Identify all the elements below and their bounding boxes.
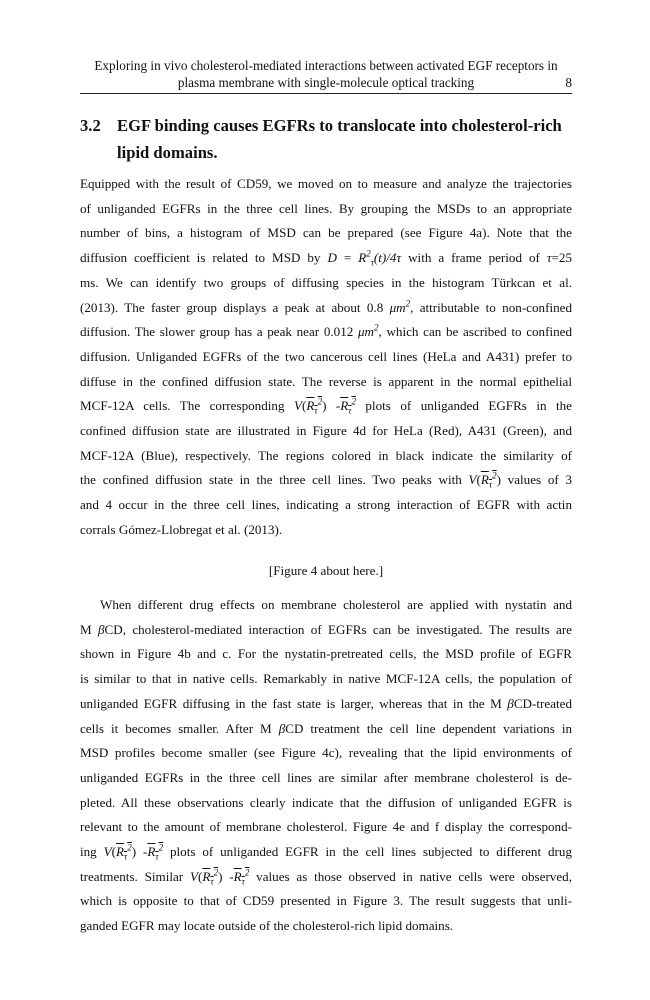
expr-c-lp: ( [111,844,116,860]
p1-line-10-a: MCF-12A cells. The corresponding [80,398,294,414]
p2-line-1: When different drug effects on membrane cholesterol are applied with nystatin and [100,597,572,612]
p1-line-7-b: , which can be ascribed to confined [378,324,573,340]
p2-line-7: MSD profiles become smaller (see Figure 4c), revealing that the lipid environments of [80,745,572,761]
v-r-expression-b [468,471,501,491]
header-rule [80,93,572,94]
section-title: EGF binding causes EGFRs to translocate into cholesterol-rich lipid domains. [117,116,562,162]
unit-um-b: μm [357,324,375,340]
expr-b-V: V [468,472,477,488]
expr-d-rp: ) [218,868,223,884]
expr-a-V: V [293,398,302,414]
p1-line-9: diffuse in the confined diffusion state. The reverse is apparent in the normal epithelial [80,373,572,389]
p2-line-8: unliganded EGFRs in the three cell lines are similar after membrane cholesterol is de- [80,769,572,785]
p1-line-14: and 4 occur in the three cell lines, indicating a strong interaction of EGFR with actin [80,497,572,513]
expr-b-sub: τ [488,480,493,491]
v-r-expression-c [103,842,164,862]
p2-line-11-b: plots of unliganded EGFR in the cell lines subjected to different drug [163,844,572,860]
diffusion-equation [327,248,402,268]
running-header-line-2 [80,74,572,91]
p2-line-5-b: CD-treated [513,695,572,711]
expr-d-sup: 2 [213,867,219,878]
p2-line-5-a: unliganded EGFR diffusing in the fast state is larger, whereas that in the M [80,695,508,711]
p2-line-12-b: values as those observed in native cells were observed, [249,868,572,884]
p1-line-7 [80,320,572,345]
p2-line-6-a: cells it becomes smaller. After M [80,720,279,736]
p1-line-4 [80,246,572,271]
p1-line-13-b: values of 3 [500,472,572,488]
eq-sub: τ [370,257,374,268]
expr-a-sup2: 2 [351,396,356,407]
p1-line-1: Equipped with the result of CD59, we moved on to measure and analyze the trajectories [80,176,572,191]
p2-line-12 [80,865,572,890]
running-header-line-1: Exploring in vivo cholesterol-mediated interactions between activated EGF receptors in [94,58,558,73]
running-header [80,57,572,91]
eq-R: R [358,250,367,266]
p2-line-2 [80,618,572,643]
expr-d-R: R [202,868,211,884]
tau-symbol: τ [546,250,552,266]
paragraph-2 [80,593,572,939]
p1-line-3: number of bins, a histogram of MSD can be prepared (see Figure 4a). Note that the [80,225,572,241]
p2-line-14: ganded EGFR may locate outside of the cholesterol-rich lipid domains. [80,918,454,934]
expr-a-R2: R [340,398,349,414]
p1-line-15: corrals Gómez-Llobregat et al. (2013). [80,521,283,537]
p1-line-13 [80,468,572,493]
p1-line-11: confined diffusion state are illustrated in Figure 4d for HeLa (Red), A431 (Green), and [80,423,572,439]
p2-line-12-a: treatments. Similar [80,868,190,884]
expr-d-dash: - [222,868,234,884]
p1-line-4-a: diffusion coefficient is related to MSD by [80,250,328,266]
expr-b-rp: ) [496,472,501,488]
p1-line-12: MCF-12A (Blue), respectively. The regions colored in black indicate the similarity of [80,447,572,463]
v-r-expression-d [189,867,250,887]
eq-rest: (t)/4τ [373,250,402,266]
expr-c-V: V [103,844,112,860]
page-number: 8 [565,75,572,90]
unit-sup-a: 2 [405,298,411,309]
p2-line-6 [80,717,572,742]
p2-line-5 [80,692,572,717]
p2-line-11 [80,840,572,865]
expr-d-sub: τ [210,876,214,887]
p1-line-5: ms. We can identify two groups of diffusing species in the histogram Türkcan et al. [80,274,572,290]
expr-c-rp: ) [131,844,137,860]
expr-c-rbar2 [147,842,164,862]
p2-line-13: which is opposite to that of CD59 presented in Figure 3. The result suggests that unli- [80,893,572,909]
expr-a-lp: ( [301,398,307,414]
expr-d-R2: R [233,868,242,884]
p1-line-13-a: the confined diffusion state in the three cell lines. Two peaks with [80,472,469,488]
p1-line-6 [80,296,572,321]
expr-a-R: R [306,398,315,414]
p2-line-11-a: ing [80,844,104,860]
expr-b-rbar [480,471,497,491]
expr-b-lp: ( [476,472,481,488]
p1-line-8: diffusion. Unliganded EGFRs of the two cancerous cell lines (HeLa and A431) prefer to [80,348,572,364]
p1-line-10 [80,394,572,419]
expr-c-R2: R [147,844,156,860]
expr-a-sub2: τ [348,405,352,416]
eq-sup: 2 [366,248,371,259]
expr-c-sup: 2 [127,842,132,853]
expr-d-V: V [189,868,198,884]
expr-d-sup2: 2 [244,867,250,878]
eq-equals: = [336,250,359,266]
p2-line-3: shown in Figure 4b and c. For the nystatin-pretreated cells, the MSD profile of EGFR [80,646,572,662]
p2-line-2-b: CD, cholesterol-mediated interaction of EGFRs can be investigated. The results are [104,621,572,637]
expr-a-rbar [306,396,323,416]
p1-line-7-a: diffusion. The slower group has a peak near 0.012 [80,324,358,340]
p2-line-10: relevant to the amount of membrane cholesterol. Figure 4e and f display the correspond- [80,819,572,835]
p1-line-4-b: with a frame period of [401,250,547,266]
running-header-line-2-text: plasma membrane with single-molecule optical tracking [177,75,475,90]
expr-d-lp: ( [197,868,203,884]
p1-line-6-b: , attributable to non-confined [410,299,572,315]
expr-a-sup: 2 [317,396,323,407]
p1-line-6-a: (2013). The faster group displays a peak at about 0.8 [80,299,390,315]
figure-placeholder-note: [Figure 4 about here.] [268,563,384,578]
p2-line-4: is similar to that in native cells. Remarkably in native MCF-12A cells, the population of [80,671,572,687]
expr-c-dash: - [136,844,148,860]
expr-c-sub: τ [124,851,128,862]
expr-d-rbar [202,867,219,887]
unit-um2-b [358,324,379,339]
expr-b-sup: 2 [492,471,497,482]
expr-d-rbar2 [233,867,250,887]
beta-symbol-c: β [278,720,286,736]
expr-d-sub2: τ [241,876,245,887]
expr-a-rp: ) [322,398,327,414]
section-heading [80,112,572,166]
expr-c-sub2: τ [155,851,159,862]
p1-line-2: of unliganded EGFRs in the three cell lines. By grouping the MSDs to an appropriate [80,200,572,216]
expr-c-R: R [116,844,124,860]
unit-um2-a [390,300,411,315]
paragraph-1 [80,172,572,543]
expr-a-rbar2 [340,396,356,416]
p1-line-4-c: =25 [551,250,572,266]
expr-c-sup2: 2 [158,842,164,853]
p2-line-6-b: CD treatment the cell line dependent variations in [285,720,572,736]
expr-a-dash: - [326,398,341,414]
p1-line-10-b: plots of unliganded EGFRs in the [355,398,572,414]
eq-D: D [327,250,337,266]
section-number: 3.2 [80,116,101,135]
unit-sup-b: 2 [374,322,379,333]
expr-a-sub: τ [314,405,318,416]
expr-c-rbar [116,842,132,862]
unit-um-a: μm [389,299,406,315]
p2-line-2-a: M [80,621,98,637]
p2-line-9: pleted. All these observations clearly indicate that the diffusion of unliganded EGFR is [80,794,572,810]
expr-b-R: R [480,472,489,488]
v-r-expression-a [293,396,356,416]
beta-symbol-a: β [97,621,105,637]
beta-symbol-b: β [507,695,514,711]
